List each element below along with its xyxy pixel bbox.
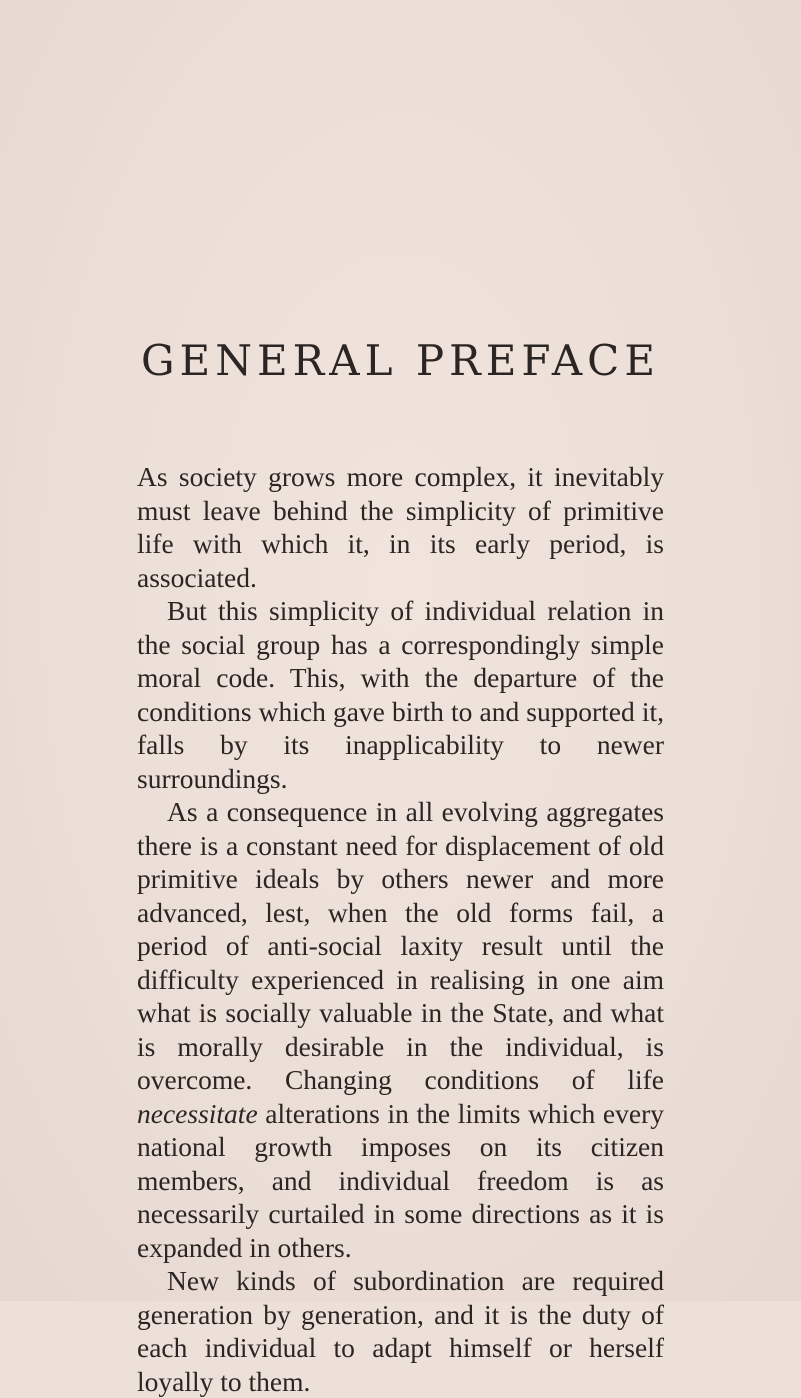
paragraph-2 <box>137 594 664 795</box>
preface-body <box>137 460 664 1398</box>
paragraph-3 <box>137 795 664 1264</box>
paragraph-4-text: New kinds of subordination are required generation by generation, and it is the duty of each individual to adapt himself or herself loyally to them. <box>137 1265 664 1397</box>
paragraph-3-emphasis: necessitate <box>137 1097 258 1129</box>
paragraph-4 <box>137 1264 664 1398</box>
paragraph-1 <box>137 460 664 594</box>
page-title: GENERAL PREFACE <box>141 336 660 385</box>
paragraph-3-text-start: As a consequence in all evolving aggregates there is a constant need for displacement of old primitive ideals by others newer and more advanced, lest, when the old forms fail, a period of anti-social laxity result until the difficulty experienced in realising in one aim what is socially valuable in the State, and what is morally desirable in the individual, is overcome. Changing conditions of life <box>137 796 664 1095</box>
paragraph-1-text: As society grows more complex, it inevitably must leave behind the simplicity of primitive life with which it, in its early period, is associated. <box>137 461 664 593</box>
paragraph-3-text-end: alterations in the limits which every national growth imposes on its citizen members, and individual freedom is as necessarily curtailed in some directions as it is expanded in others. <box>137 1097 664 1263</box>
paragraph-2-text: But this simplicity of individual relation in the social group has a correspondingly simple moral code. This, with the departure of the conditions which gave birth to and supported it, falls by its inapplicability to newer surroundings. <box>137 595 664 794</box>
